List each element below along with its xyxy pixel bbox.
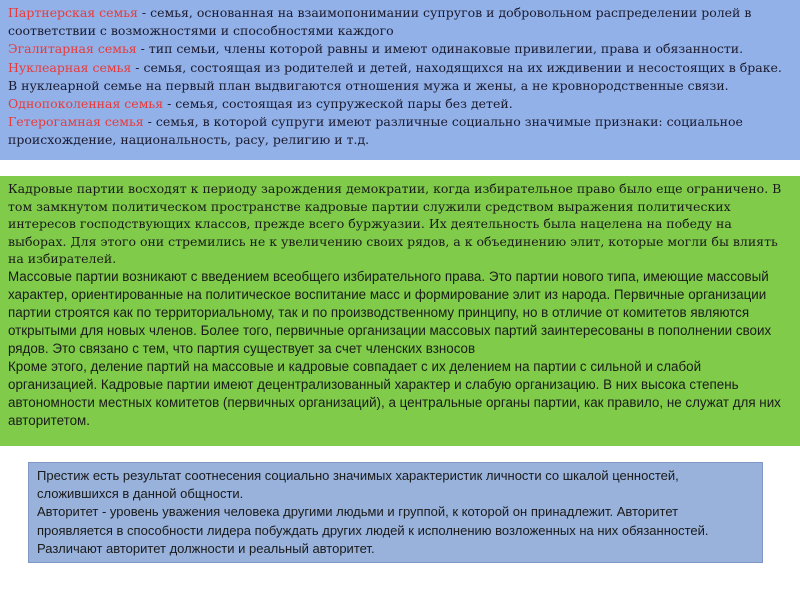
definition-text: - семья, состоящая из супружеской пары без детей. bbox=[163, 96, 513, 112]
term-label: Эгалитарная семья bbox=[8, 41, 137, 57]
definition-heterogamous-family bbox=[8, 113, 792, 149]
term-label: Нуклеарная семья bbox=[8, 59, 132, 75]
political-parties-panel bbox=[0, 176, 800, 446]
definition-single-generation-family bbox=[8, 95, 792, 113]
definition-partner-family bbox=[8, 4, 792, 40]
prestige-authority-panel bbox=[28, 462, 763, 563]
term-label: Партнерская семья bbox=[8, 5, 138, 20]
mass-parties-paragraph: Массовые партии возникают с введением всеобщего избирательного права. Это партии нового типа, имеющие массовый характер, ориентированные на политическое воспитание масс и формирование элит из народа. Первичные организации партии строятся как по территориальному, так и по производственному принципу, но в отличие от комитетов являются открытыми для новых членов. Более того, первичные организации массовых партий заинтересованы в пополнении своих рядов. Это связано с тем, что партия существует за счет членских взносов bbox=[8, 268, 772, 356]
definition-text: - семья, состоящая из родителей и детей, находящихся на их иждивении и несостоящих в браке. В нуклеарной семье на первый план выдвигаются отношения мужа и жены, а не кровнородственные связи. bbox=[8, 59, 782, 93]
term-label: Гетерогамная семья bbox=[8, 114, 144, 130]
family-types-panel bbox=[0, 0, 800, 160]
prestige-paragraph: Престиж есть результат соотнесения социально значимых характеристик личности со шкалой ценностей, сложившихся в данной общности. bbox=[37, 468, 679, 502]
definition-nuclear-family bbox=[8, 59, 792, 95]
party-comparison-paragraph: Кроме этого, деление партий на массовые и кадровые совпадает с их делением на партии с сильной и слабой организацией. Кадровые партии имеют децентрализованный характер и слабую организацию. В них высока степень автономности местных комитетов (первичных организаций), а центральные органы партии, как правило, не служат для них авторитетом. bbox=[8, 358, 781, 428]
definition-text: - тип семьи, члены которой равны и имеют одинаковые привилегии, права и обязанности. bbox=[136, 41, 744, 57]
definition-text: - семья, основанная на взаимопонимании супругов и добровольном распределении ролей в соответствии с возможностями и способностями каждого bbox=[8, 5, 752, 39]
cadre-parties-paragraph: Кадровые партии восходят к периоду зарождения демократии, когда избирательное право было еще ограничено. В том замкнутом политическом пространстве кадровые партии служили средством выражения политических интересов господствующих классов, прежде всего буржуазии. Их деятельность была нацелена на победу на выборах. Для этого они стремились не к увеличению своих рядов, а к объединению элит, которые могли бы влиять на избирателей. bbox=[8, 181, 782, 266]
authority-paragraph: Авторитет - уровень уважения человека другими людьми и группой, к которой он принадлежит. Авторитет проявляется в способности лидера побуждать других людей к исполнению возложенных на них обязанностей. Различают авторитет должности и реальный авторитет. bbox=[37, 504, 709, 556]
definition-text: - семья, в которой супруги имеют различные социально значимые признаки: социальное происхождение, национальность, расу, религию и т.д. bbox=[8, 114, 743, 148]
definition-egalitarian-family bbox=[8, 40, 792, 58]
term-label: Однопоколенная семья bbox=[8, 96, 164, 112]
